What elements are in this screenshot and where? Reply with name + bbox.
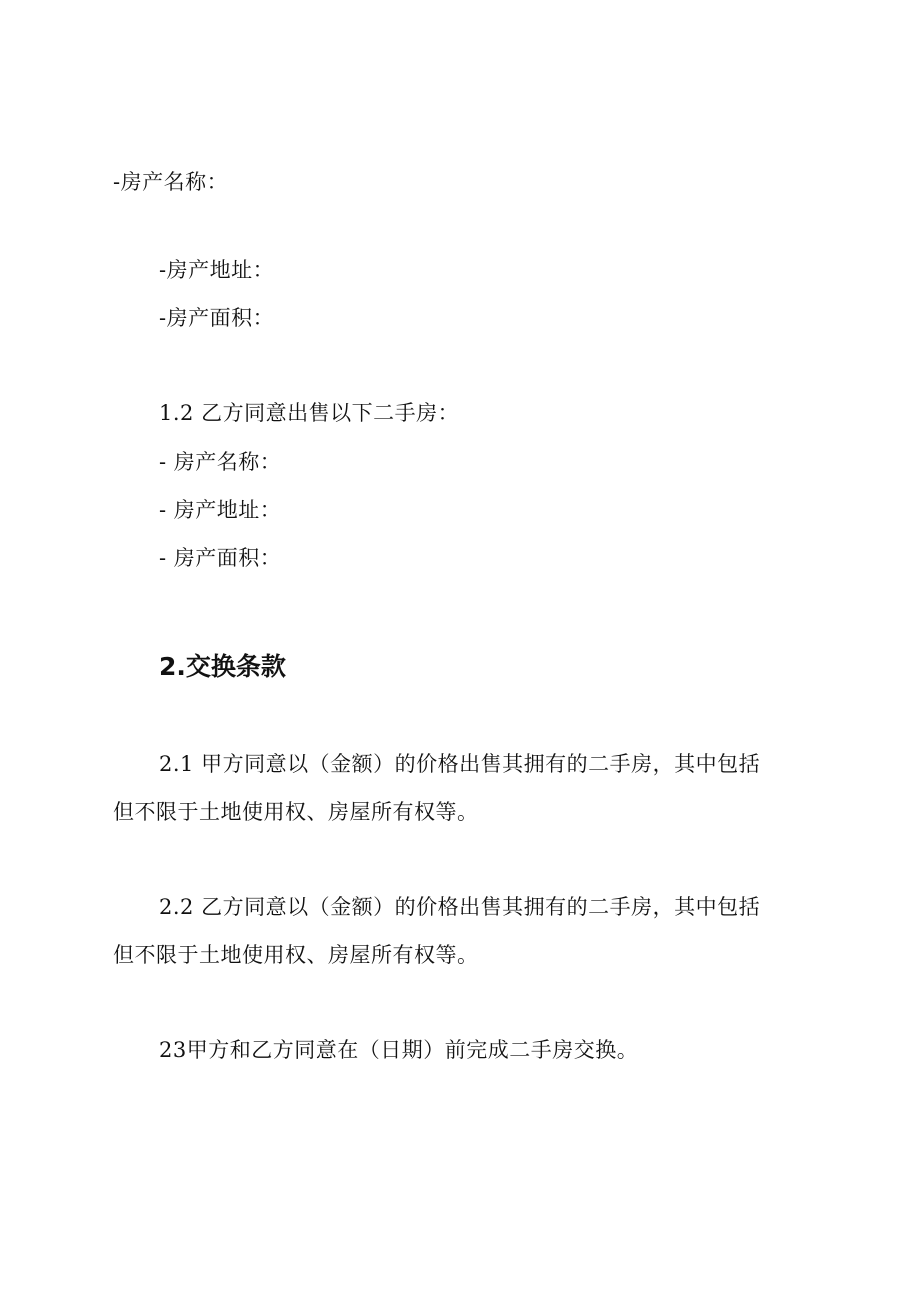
clause-2-1-line-2: 但不限于土地使用权、房屋所有权等。 [113,800,479,824]
party-b-property-address-label: - 房产地址： [159,498,282,522]
party-b-property-name-label: - 房产名称： [159,450,282,474]
party-a-property-address-label: -房产地址： [159,258,275,282]
clause-2-2-line-2: 但不限于土地使用权、房屋所有权等。 [113,943,479,967]
clause-2-1-line-1: 2.1 甲方同意以（金额）的价格出售其拥有的二手房，其中包括 [159,752,761,776]
clause-1-2-intro: 1.2 乙方同意出售以下二手房： [159,401,460,425]
clause-2-3-line-1: 23甲方和乙方同意在（日期）前完成二手房交换。 [159,1038,639,1062]
party-b-property-area-label: - 房产面积： [159,546,282,570]
party-a-property-name-label: -房产名称： [113,170,229,194]
party-a-property-area-label: -房产面积： [159,306,275,330]
section-2-heading: 2.交换条款 [159,652,286,681]
clause-2-2-line-1: 2.2 乙方同意以（金额）的价格出售其拥有的二手房，其中包括 [159,895,761,919]
